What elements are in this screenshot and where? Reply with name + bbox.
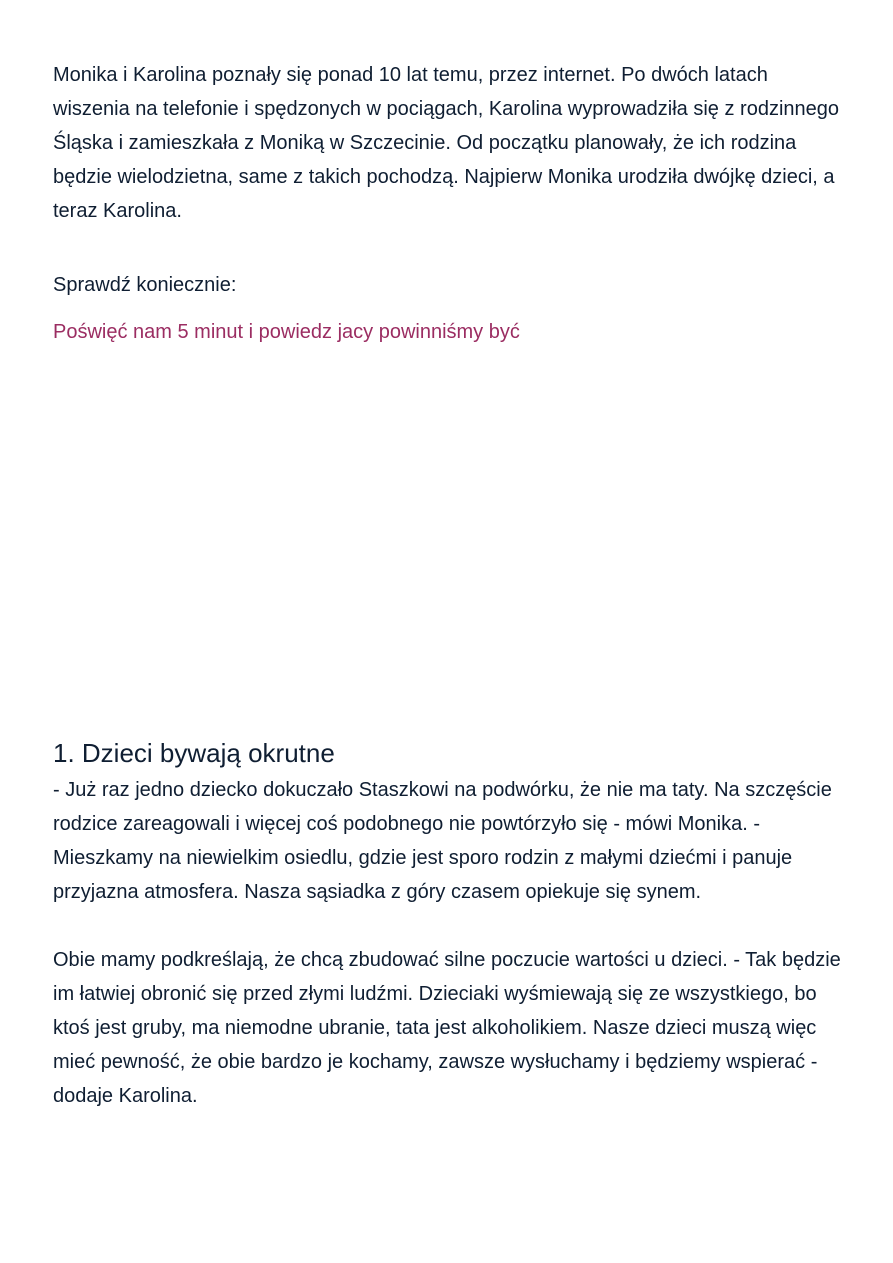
see-also-label: Sprawdź koniecznie: [53,274,237,296]
article-body [53,58,843,1113]
section-heading: 1. Dzieci bywają okrutne [53,738,335,768]
blank-ad-space [53,347,843,733]
section-paragraph: - Już raz jedno dziecko dokuczało Staszkowi na podwórku, że nie ma taty. Na szczęście rodzice zareagowali i więcej coś podobnego nie powtórzyło się - mówi Monika. - Mieszkamy na niewielkim osiedlu, gdzie jest sporo rodzin z małymi dziećmi i panuje przyjazna atmosfera. Nasza sąsiadka z góry czasem opiekuje się synem. [53,779,832,903]
section-paragraph: Obie mamy podkreślają, że chcą zbudować silne poczucie wartości u dzieci. - Tak będzie im łatwiej obronić się przed złymi ludźmi. Dzieciaki wyśmiewają się ze wszystkiego, bo ktoś jest gruby, ma niemodne ubranie, tata jest alkoholikiem. Nasze dzieci muszą więc mieć pewność, że obie bardzo je kochamy, zawsze wysłuchamy i będziemy wspierać - dodaje Karolina. [53,949,841,1107]
intro-paragraph: Monika i Karolina poznały się ponad 10 lat temu, przez internet. Po dwóch latach wiszenia na telefonie i spędzonych w pociągach, Karolina wyprowadziła się z rodzinnego Śląska i zamieszkała z Moniką w Szczecinie. Od początku planowały, że ich rodzina będzie wielodzietna, same z takich pochodzą. Najpierw Monika urodziła dwójkę dzieci, a teraz Karolina. [53,64,840,222]
see-also-link[interactable]: Poświęć nam 5 minut i powiedz jacy powinniśmy być [53,321,520,343]
